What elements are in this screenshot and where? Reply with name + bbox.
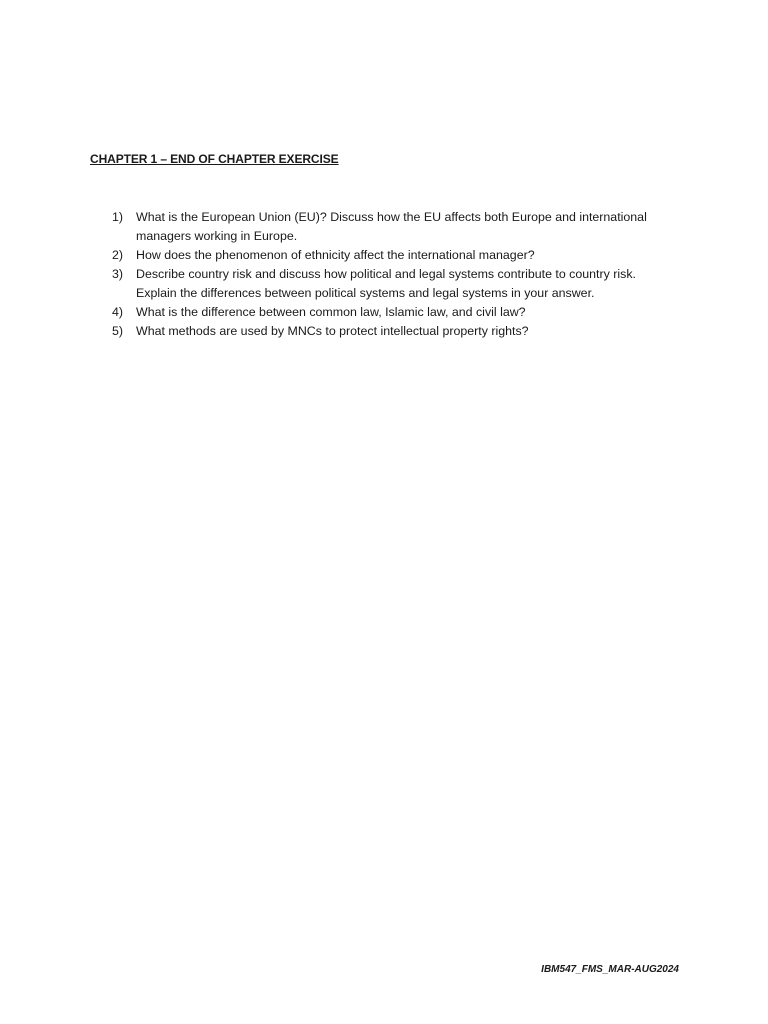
question-item-4: [112, 303, 672, 322]
question-number: 4): [112, 305, 124, 319]
question-item-3: [112, 265, 672, 303]
question-list: [112, 208, 672, 341]
question-text: How does the phenomenon of ethnicity affect the international manager?: [136, 248, 535, 262]
question-item-2: [112, 246, 672, 265]
question-text: What is the European Union (EU)? Discuss how the EU affects both Europe and international managers working in Europe.: [136, 210, 647, 243]
question-item-1: [112, 208, 672, 246]
question-number: 5): [112, 324, 124, 338]
question-item-5: [112, 322, 672, 341]
footer-course-code: IBM547_FMS_MAR-AUG2024: [541, 964, 679, 975]
question-number: 2): [112, 248, 124, 262]
chapter-title: CHAPTER 1 – END OF CHAPTER EXERCISE: [90, 152, 339, 166]
question-text: What is the difference between common law, Islamic law, and civil law?: [136, 305, 526, 319]
question-number: 1): [112, 210, 124, 224]
question-text: Describe country risk and discuss how political and legal systems contribute to country risk. Explain the differences between political systems and legal systems in your answer.: [136, 267, 636, 300]
question-text: What methods are used by MNCs to protect intellectual property rights?: [136, 324, 529, 338]
question-number: 3): [112, 267, 124, 281]
